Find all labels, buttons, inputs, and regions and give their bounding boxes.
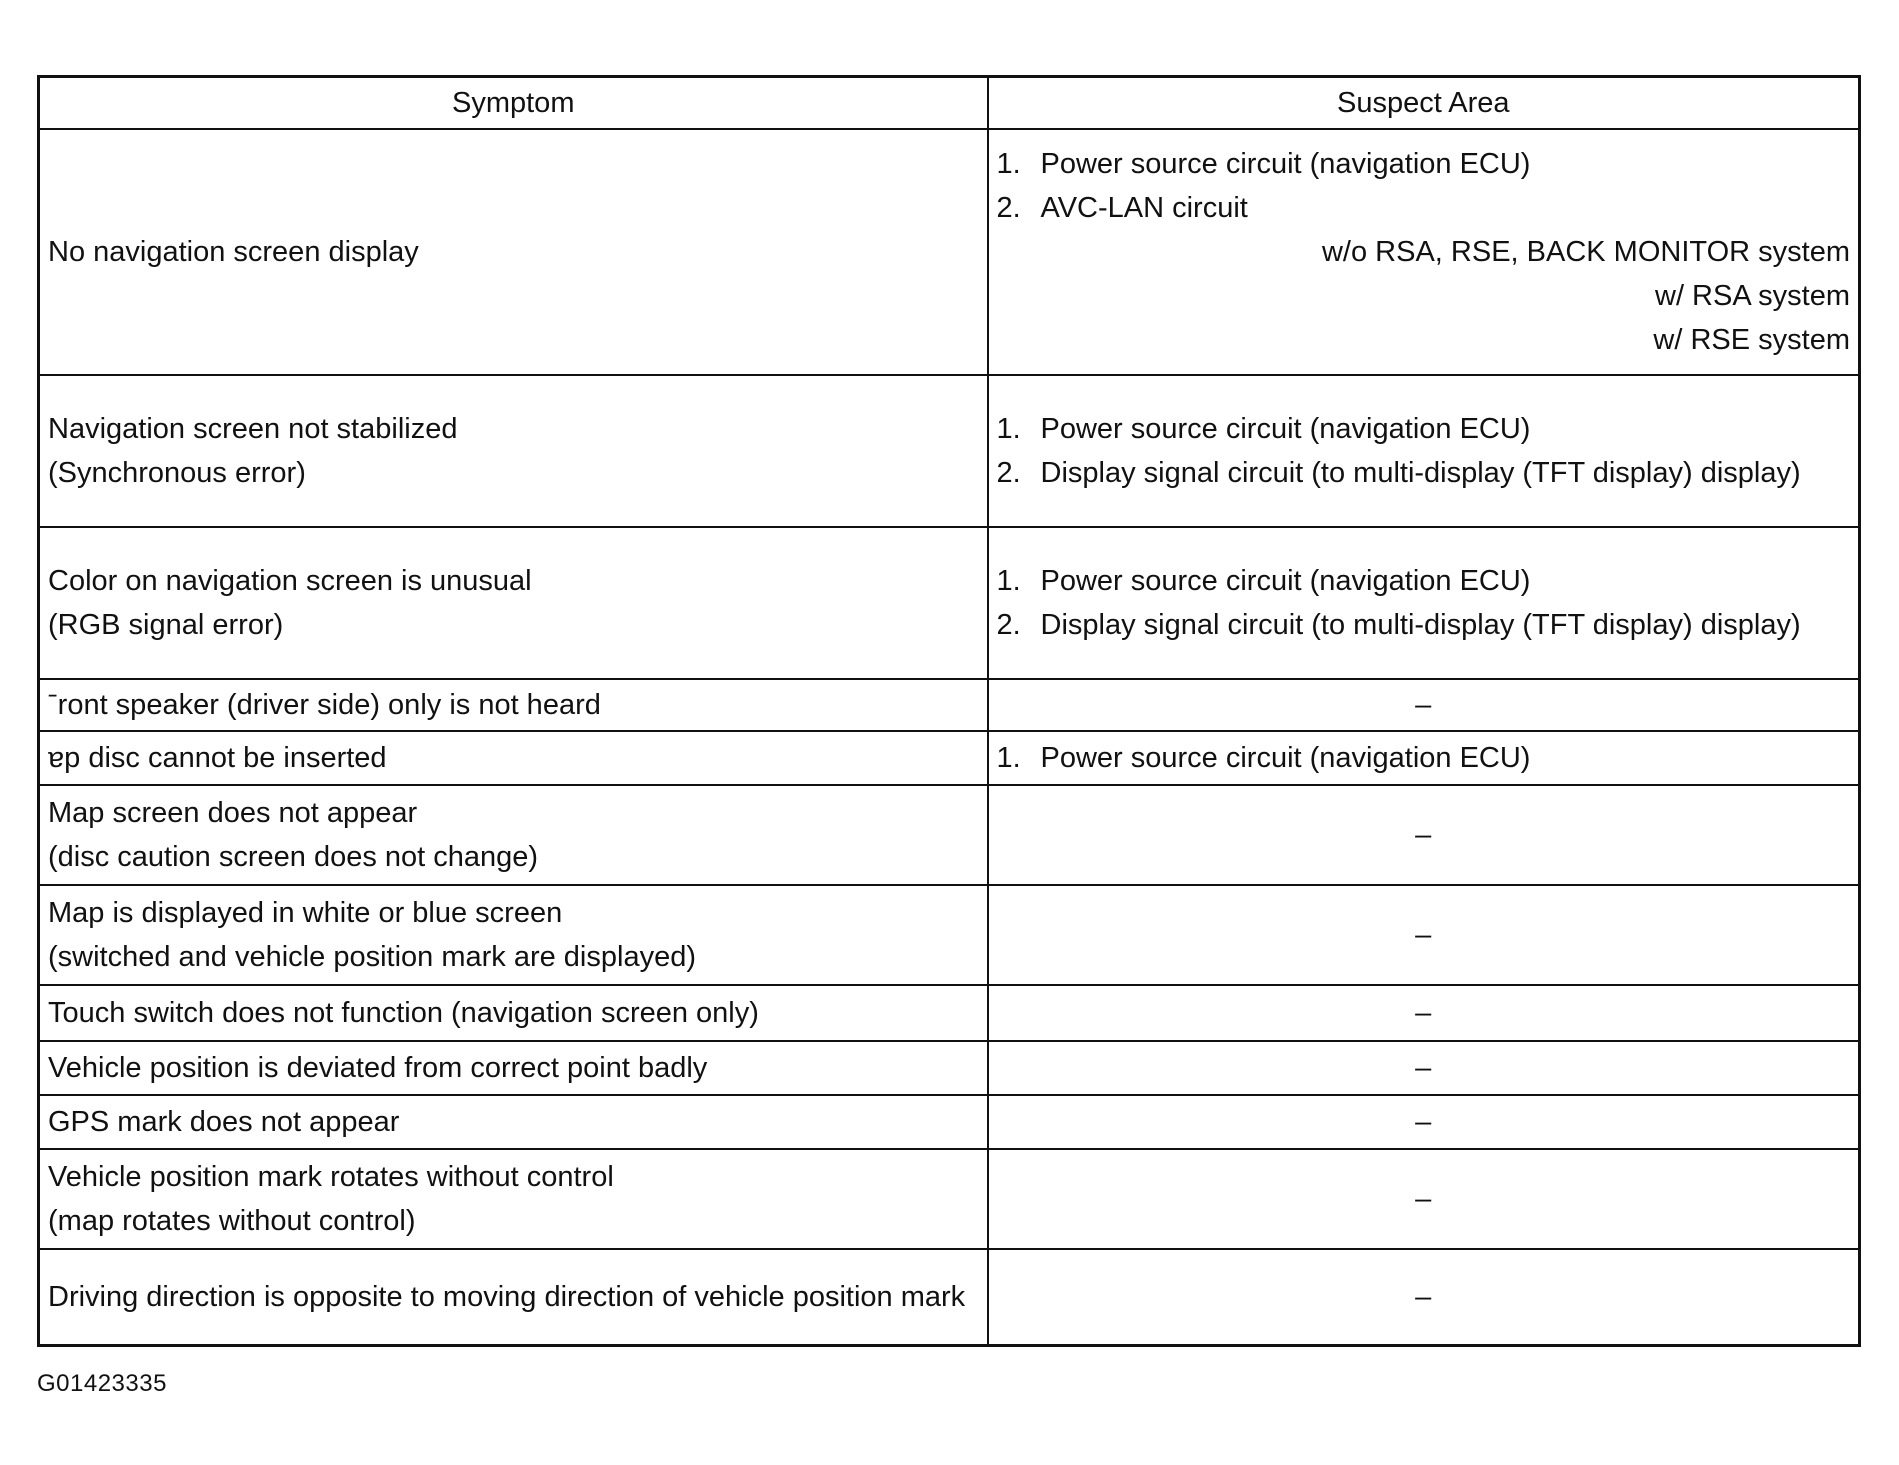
table-row (39, 985, 1860, 1041)
symptom-cell (39, 1041, 988, 1095)
symptom-text: Touch switch does not function (navigation screen only) (48, 997, 759, 1029)
symptom-cell (39, 1149, 988, 1249)
suspect-item-text: Power source circuit (navigation ECU) (1040, 742, 1531, 774)
symptom-text: (Synchronous error) (48, 457, 306, 489)
suspect-item-number: 2. (996, 192, 1021, 224)
table-row (39, 785, 1860, 885)
suspect-item-text: Power source circuit (navigation ECU) (1040, 413, 1531, 445)
symptom-text: Navigation screen not stabilized (48, 413, 458, 445)
suspect-item (997, 186, 1851, 230)
table-row (39, 1095, 1860, 1149)
suspect-area-empty-dash: – (988, 785, 1860, 885)
symptom-text: Driving direction is opposite to moving direction of vehicle position mark (48, 1280, 966, 1313)
symptom-text: Vehicle position is deviated from correct point badly (48, 1052, 708, 1084)
symptom-cell (39, 527, 988, 679)
symptom-text: (map rotates without control) (48, 1205, 416, 1237)
symptom-table-container (37, 75, 1861, 1347)
suspect-area-empty-dash: – (988, 1149, 1860, 1249)
symptom-cell (39, 375, 988, 527)
table-row (39, 885, 1860, 985)
symptom-text: ˉront speaker (driver side) only is not heard (48, 689, 601, 721)
symptom-cell (39, 885, 988, 985)
suspect-area-empty-dash: – (988, 1249, 1860, 1345)
table-row (39, 527, 1860, 679)
suspect-item-number: 2. (996, 457, 1021, 489)
suspect-item-text: Display signal circuit (to multi-display (TFT display) display) (1040, 609, 1801, 641)
symptom-text: No navigation screen display (48, 236, 419, 268)
suspect-item-number: 1. (996, 742, 1021, 774)
suspect-item-number: 1. (996, 565, 1021, 597)
header-row (39, 77, 1860, 130)
symptom-text: (RGB signal error) (48, 609, 284, 641)
suspect-item (997, 407, 1851, 451)
suspect-item-number: 2. (996, 609, 1021, 641)
symptom-cell (39, 731, 988, 785)
symptom-text: Color on navigation screen is unusual (48, 565, 532, 597)
symptom-text: (disc caution screen does not change) (48, 841, 539, 873)
suspect-area-cell (988, 129, 1860, 375)
suspect-item (997, 736, 1851, 780)
symptom-text: GPS mark does not appear (48, 1106, 400, 1138)
suspect-area-cell (988, 375, 1860, 527)
suspect-item-text: AVC-LAN circuit (1040, 192, 1248, 224)
suspect-area-cell (988, 527, 1860, 679)
table-row (39, 1041, 1860, 1095)
suspect-subcondition: w/o RSA, RSE, BACK MONITOR system (1321, 236, 1850, 268)
suspect-item-text: Power source circuit (navigation ECU) (1040, 148, 1531, 180)
suspect-area-empty-dash: – (988, 885, 1860, 985)
suspect-area-cell (988, 731, 1860, 785)
suspect-area-empty-dash: – (988, 1095, 1860, 1149)
suspect-area-empty-dash: – (988, 1041, 1860, 1095)
table-row (39, 1249, 1860, 1345)
suspect-item (997, 451, 1851, 495)
symptom-text: Map is displayed in white or blue screen (48, 897, 563, 929)
symptom-cell (39, 129, 988, 375)
table-row (39, 1149, 1860, 1249)
symptom-text: (switched and vehicle position mark are displayed) (48, 941, 696, 973)
suspect-subcondition: w/ RSA system (1655, 280, 1850, 312)
suspect-area-empty-dash: – (988, 985, 1860, 1041)
suspect-area-empty-dash: – (988, 679, 1860, 731)
symptom-cell (39, 679, 988, 731)
symptom-cell (39, 1095, 988, 1149)
suspect-item (997, 142, 1851, 186)
figure-reference-id: G01423335 (37, 1370, 167, 1397)
table-row (39, 679, 1860, 731)
symptom-text: Map screen does not appear (48, 797, 418, 829)
suspect-item-text: Power source circuit (navigation ECU) (1040, 565, 1531, 597)
symptom-cell (39, 1249, 988, 1345)
symptom-text: Vehicle position mark rotates without control (48, 1161, 614, 1193)
suspect-area-header: Suspect Area (988, 77, 1860, 130)
suspect-item-text: Display signal circuit (to multi-display (TFT display) display) (1040, 457, 1801, 489)
symptom-table (37, 75, 1861, 1347)
table-row (39, 731, 1860, 785)
suspect-subcondition: w/ RSE system (1653, 324, 1850, 356)
table-row (39, 129, 1860, 375)
suspect-item-number: 1. (996, 148, 1021, 180)
symptom-cell (39, 785, 988, 885)
suspect-item (997, 603, 1851, 647)
symptom-cell (39, 985, 988, 1041)
symptom-header: Symptom (39, 77, 988, 130)
table-body (39, 129, 1860, 1345)
suspect-item (997, 559, 1851, 603)
table-row (39, 375, 1860, 527)
suspect-item-number: 1. (996, 413, 1021, 445)
symptom-text: ɐp disc cannot be inserted (48, 742, 387, 774)
